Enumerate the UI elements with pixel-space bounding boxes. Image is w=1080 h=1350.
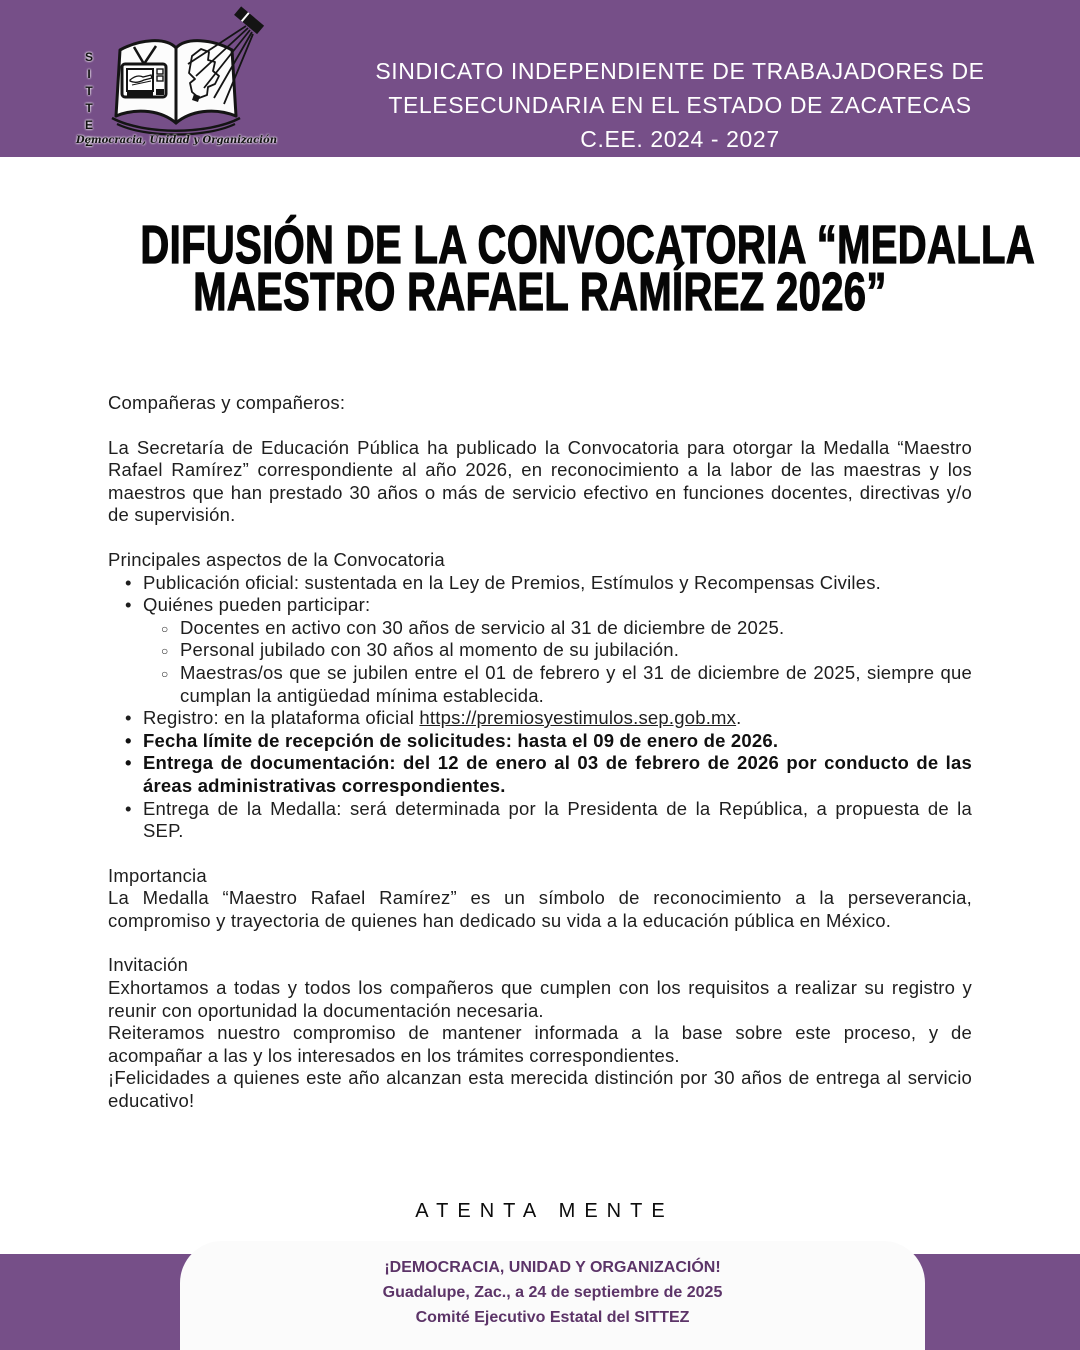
page-title xyxy=(0,215,1080,322)
bullet-text: Personal jubilado con 30 años al momento de su jubilación. xyxy=(180,639,680,661)
bullet-text: Maestras/os que se jubilen entre el 01 de febrero y el 31 de diciembre de 2025, siempre que cumplan la antigüedad mínima establecida. xyxy=(180,661,972,706)
list-item-publicacion xyxy=(108,572,972,595)
list-item-fecha-limite xyxy=(108,730,972,753)
page-title-line2: MAESTRO RAFAEL RAMÍREZ 2026” xyxy=(193,262,887,322)
footer-slogan: ¡DEMOCRACIA, UNIDAD Y ORGANIZACIÓN! xyxy=(384,1259,721,1276)
invitacion-heading: Invitación xyxy=(108,954,189,976)
list-item-participantes xyxy=(108,594,972,617)
bullet-text: Publicación oficial: sustentada en la Ley de Premios, Estímulos y Recompensas Civiles. xyxy=(143,571,882,593)
footer-card xyxy=(180,1241,925,1350)
intro-paragraph: La Secretaría de Educación Pública ha publicado la Convocatoria para otorgar la Medalla “Maestro Rafael Ramírez” correspondiente al año 2026, en reconocimiento a la labor de las maestras y los maestros que han prestado 30 años o más de servicio efectivo en funciones docentes, directivas y/o de supervisión. xyxy=(108,436,972,526)
footer-committee: Comité Ejecutivo Estatal del SITTEZ xyxy=(415,1309,690,1326)
header-band xyxy=(0,0,1080,157)
bullet-text: Docentes en activo con 30 años de servicio al 31 de diciembre de 2025. xyxy=(180,616,785,638)
org-committee-term: C.EE. 2024 - 2027 xyxy=(580,126,780,152)
logo-acronym: SITTEZ xyxy=(82,50,96,152)
importancia-text: La Medalla “Maestro Rafael Ramírez” es un símbolo de reconocimiento a la perseverancia, compromiso y trayectoria de quienes han dedicado su vida a la educación pública en México. xyxy=(108,887,972,931)
document-body xyxy=(108,392,972,1113)
logo-illustration xyxy=(76,4,280,156)
aspects-list xyxy=(108,572,972,843)
org-name-block xyxy=(300,54,1060,156)
logo-motto: Democracia, Unidad y Organización xyxy=(76,135,277,146)
sittez-logo xyxy=(76,4,280,156)
bullet-text: . xyxy=(736,707,742,729)
list-item-entrega-documentacion xyxy=(108,752,972,797)
org-name-line1: SINDICATO INDEPENDIENTE DE TRABAJADORES DE xyxy=(375,58,985,84)
closing-atentamente: ATENTA MENTE xyxy=(415,1200,674,1222)
list-item-entrega-medalla xyxy=(108,798,972,843)
invitacion-paragraph: Exhortamos a todas y todos los compañeros que cumplen con los requisitos a realizar su registro y reunir con oportunidad la documentación necesaria. xyxy=(108,977,972,1021)
salutation: Compañeras y compañeros: xyxy=(108,392,346,413)
invitacion-paragraph: ¡Felicidades a quienes este año alcanzan esta merecida distinción por 30 años de entrega al servicio educativo! xyxy=(108,1067,972,1112)
registration-link[interactable]: https://premiosyestimulos.sep.gob.mx xyxy=(419,707,737,729)
sublist-item-jubilados xyxy=(108,639,972,662)
importancia-heading: Importancia xyxy=(108,864,207,886)
footer-dateline: Guadalupe, Zac., a 24 de septiembre de 2025 xyxy=(382,1284,723,1301)
aspects-heading: Principales aspectos de la Convocatoria xyxy=(108,548,445,570)
page-title-line1: DIFUSIÓN DE LA CONVOCATORIA “MEDALLA xyxy=(140,215,1036,275)
sublist-item-docentes xyxy=(108,617,972,640)
invitacion-paragraph: Reiteramos nuestro compromiso de mantener informada a la base sobre este proceso, y de acompañar a las y los interesados en los trámites correspondientes. xyxy=(108,1022,972,1066)
org-name-line2: TELESECUNDARIA EN EL ESTADO DE ZACATECAS xyxy=(388,92,972,118)
list-item-registro xyxy=(108,707,972,730)
bullet-text: Quiénes pueden participar: xyxy=(143,594,371,616)
sublist-item-por-jubilarse xyxy=(108,662,972,707)
bullet-text: Fecha límite de recepción de solicitudes: hasta el 09 de enero de 2026. xyxy=(143,729,779,751)
bullet-text: Entrega de documentación: del 12 de enero al 03 de febrero de 2026 por conducto de las áreas administrativas correspondientes. xyxy=(143,752,972,796)
bullet-text: Registro: en la plataforma oficial xyxy=(143,707,420,729)
bullet-text: Entrega de la Medalla: será determinada por la Presidenta de la República, a propuesta de la SEP. xyxy=(143,797,972,842)
